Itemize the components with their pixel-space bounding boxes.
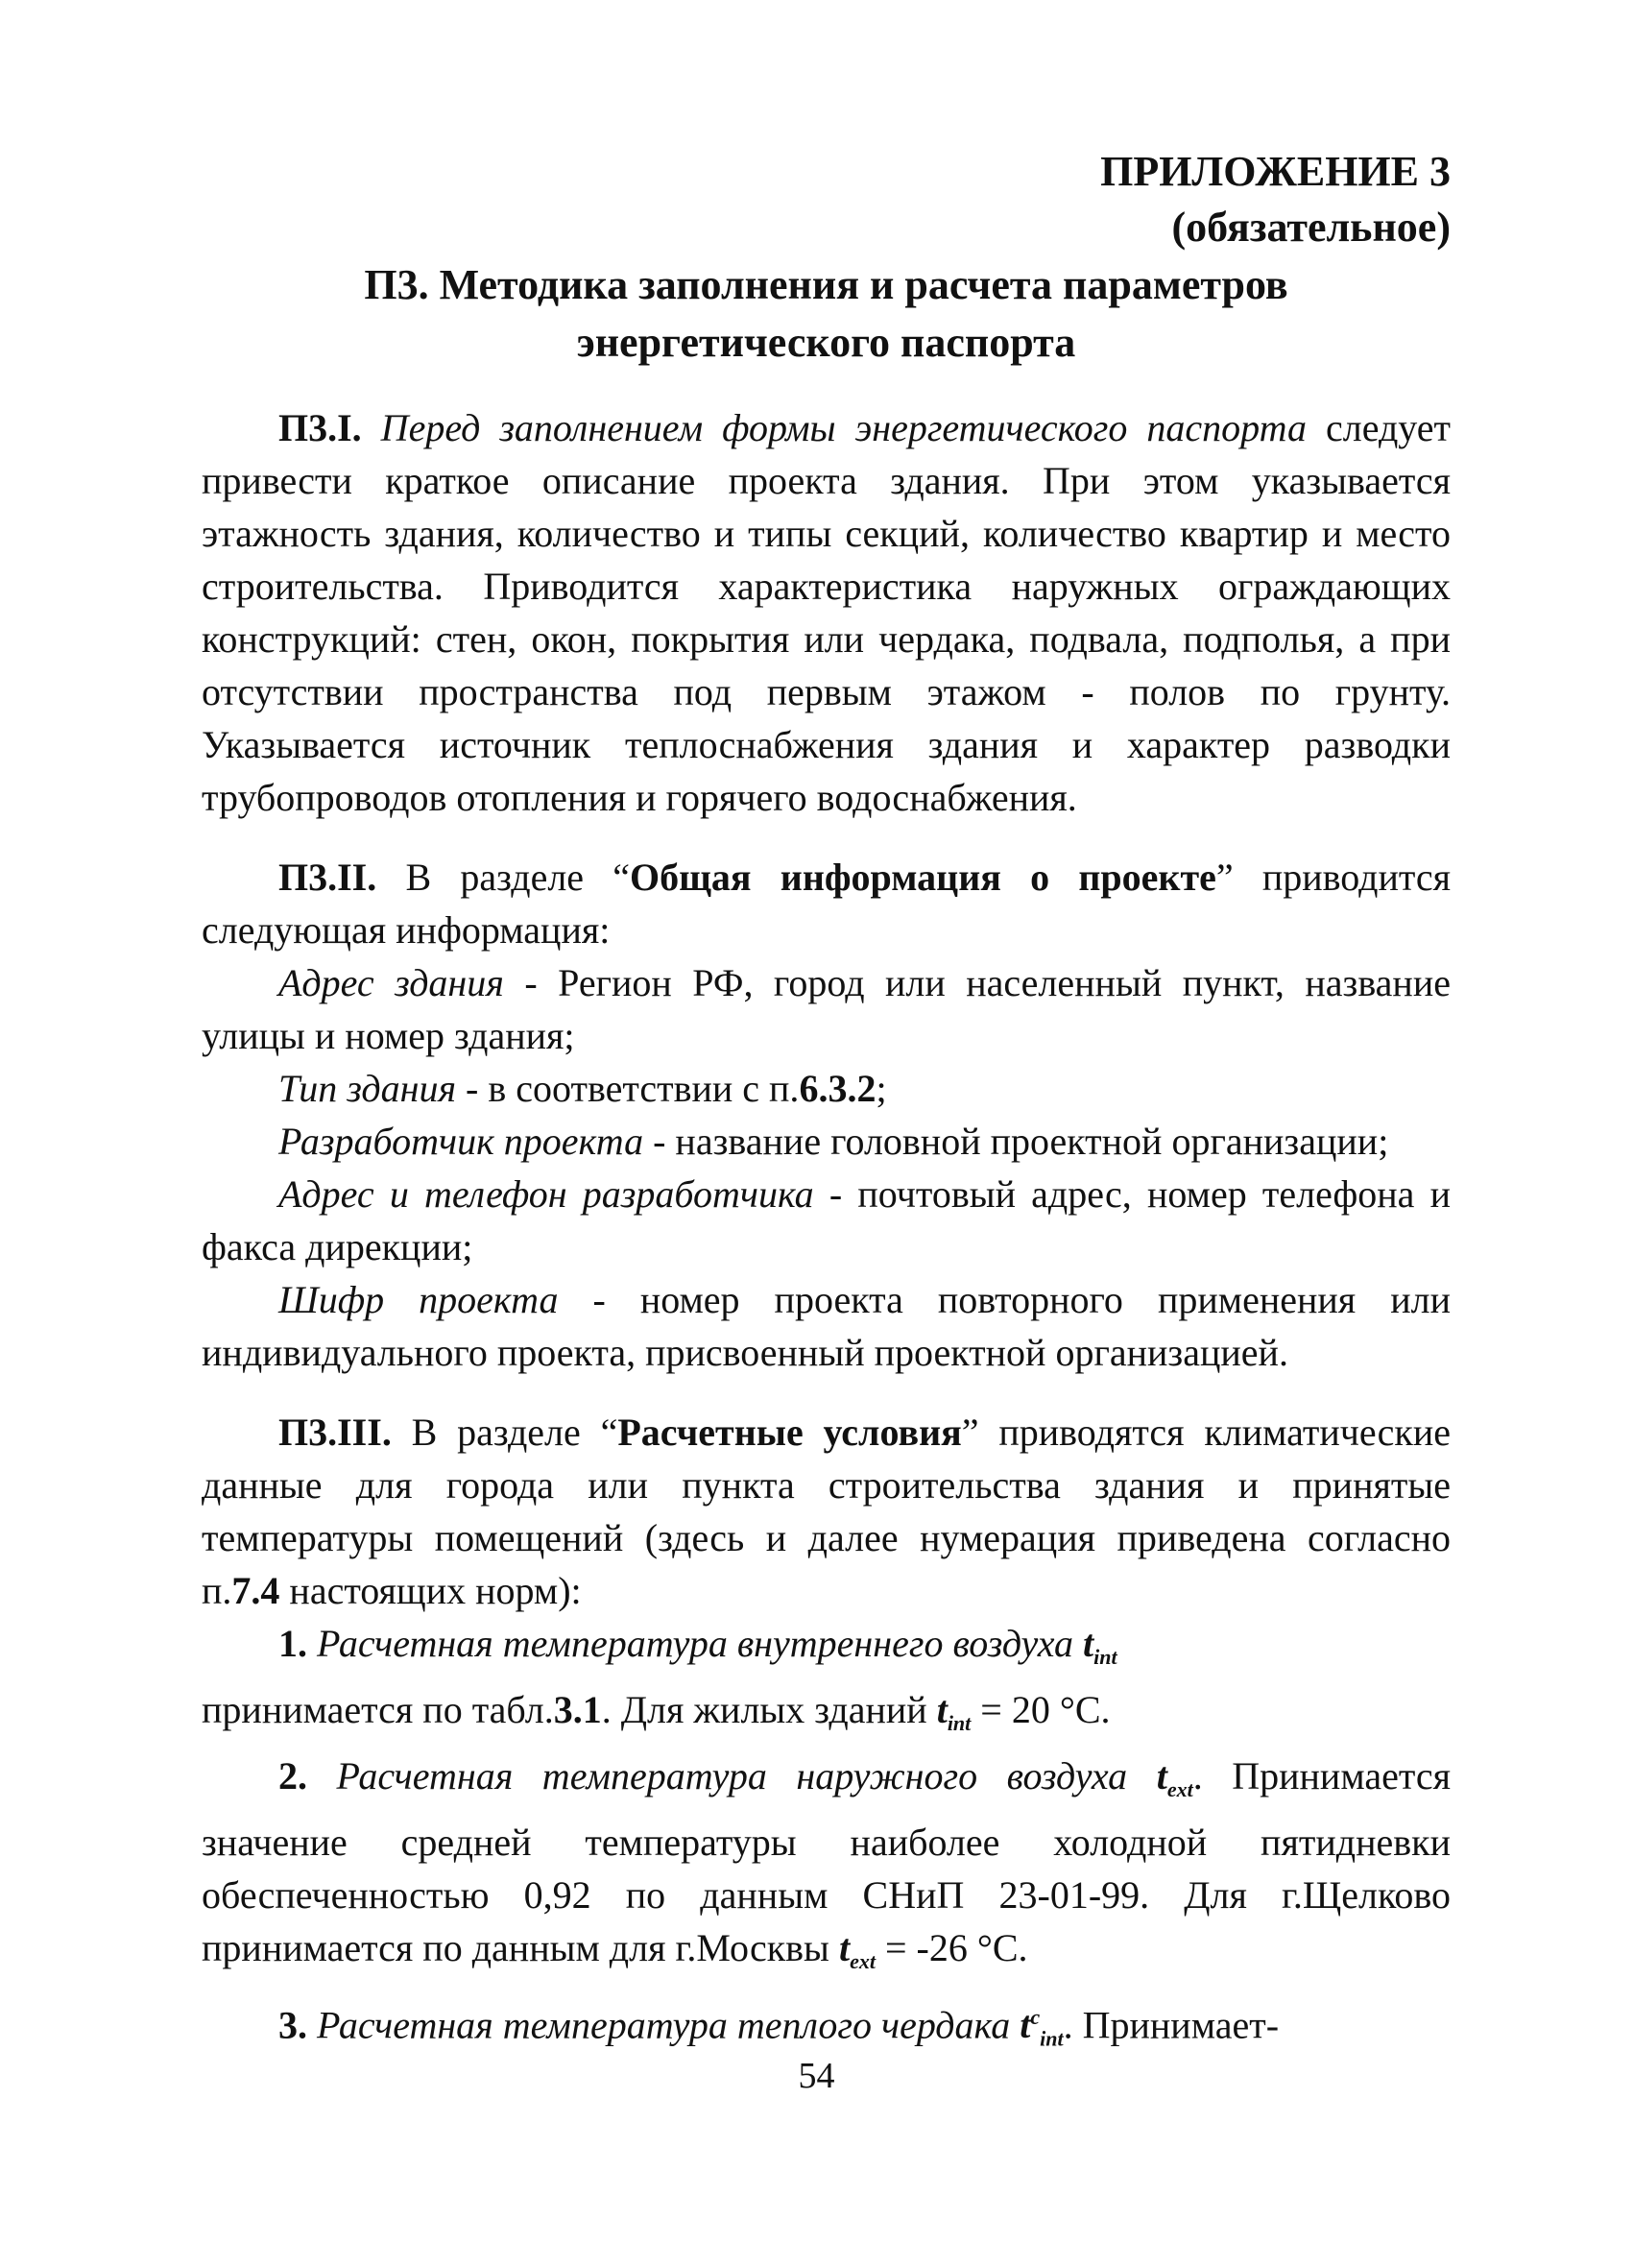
item-text: . Принимает- [1063, 2003, 1280, 2047]
item-title: Расчетная температура внутреннего воздуха [307, 1622, 1084, 1665]
definition-item [202, 1273, 1451, 1379]
paragraph-label: П3.I. [278, 406, 362, 449]
mandatory-label: (обязательное) [1171, 204, 1451, 251]
symbol: t [1083, 1622, 1094, 1665]
definition-term: Адрес здания [278, 961, 504, 1004]
item-text: = -26 °С. [875, 1926, 1028, 1969]
definition-term: Адрес и телефон разработчика [278, 1172, 814, 1216]
definition-term: Тип здания [278, 1067, 457, 1110]
clause-ref: 7.4 [231, 1569, 280, 1612]
item-title: Расчетная температура теплого чердака [307, 2003, 1021, 2047]
symbol: t [1020, 2003, 1031, 2047]
paragraph-text: следует привести краткое описание проекта здания. При этом указывается этажность здания, количество и типы секций, количество квартир и место строительства. Приводится характеристика наружных ограждающих конструкций: стен, окон, покрытия или чердака, подвала, подполья, а при отсутствии пространства под первым этажом - полов по грунту. Указывается источник теплоснабжения здания и характер разводки трубопроводов отопления и горячего водоснабжения. [202, 406, 1451, 819]
definition-text: ; [876, 1067, 887, 1110]
item-text: . Для жилых зданий [601, 1688, 937, 1731]
paragraph-p3-3 [202, 1406, 1451, 1617]
paragraph-label: П3.II. [278, 856, 377, 899]
paragraph-text: настоящих норм): [279, 1569, 582, 1612]
item-number: 2. [278, 1754, 307, 1798]
paragraph-text: В разделе “ [391, 1411, 618, 1454]
symbol-subscript: ext [850, 1949, 876, 1973]
table-ref: 3.1 [553, 1688, 602, 1731]
paragraph-text: ” приводится следующая информация: [202, 856, 1451, 952]
definition-item [202, 1062, 1451, 1115]
item-title: Расчетная температура наружного воздуха [307, 1754, 1157, 1798]
section-name: Расчетные условия [617, 1411, 962, 1454]
definition-item [202, 1168, 1451, 1273]
definition-term: Разработчик проекта [278, 1120, 644, 1163]
definition-text: - почтовый адрес, номер телефона и факса дирекции; [202, 1172, 1451, 1268]
symbol: t [936, 1688, 948, 1731]
paragraph-p3-2 [202, 851, 1451, 956]
symbol-subscript: int [1093, 1645, 1117, 1669]
numbered-item-1 [202, 1617, 1451, 1683]
definition-item [202, 1115, 1451, 1168]
section-name: Общая информация о проекте [630, 856, 1216, 899]
symbol: t [838, 1926, 851, 1969]
appendix-title: ПРИЛОЖЕНИЕ 3 [1100, 148, 1451, 195]
symbol-subscript: int [947, 1711, 972, 1735]
page-number: 54 [798, 2056, 835, 2096]
symbol: t [1156, 1754, 1167, 1798]
section-title-line2: энергетического паспорта [576, 319, 1076, 366]
numbered-item-2 [202, 1749, 1451, 1988]
paragraph-label: П3.III. [278, 1411, 392, 1454]
item-text: = 20 °С. [971, 1688, 1111, 1731]
definition-text: - название головной проектной организации; [643, 1120, 1389, 1163]
paragraph-italic-lead: Перед заполнением формы энергетического паспорта [361, 406, 1307, 449]
paragraph-text: В разделе “ [376, 856, 631, 899]
definition-text: - в соответствии с п. [456, 1067, 800, 1110]
item-text: принимается по табл. [202, 1688, 554, 1731]
paragraph-text: ” приводятся климатические данные для города или пункта строительства здания и принятые температуры помещений (здесь и далее нумерация приведена согласно п. [202, 1411, 1451, 1612]
item-number: 3. [278, 2003, 307, 2047]
definition-item [202, 956, 1451, 1062]
definition-term: Шифр проекта [278, 1278, 559, 1321]
clause-ref: 6.3.2 [799, 1067, 877, 1110]
item-number: 1. [278, 1622, 307, 1665]
section-title-line1: П3. Методика заполнения и расчета параметров [364, 261, 1288, 308]
definition-text: - Регион РФ, город или населенный пункт, название улицы и номер здания; [202, 961, 1451, 1057]
numbered-item-3 [202, 1988, 1451, 2064]
definition-text: - номер проекта повторного применения или индивидуального проекта, присвоенный проектной организацией. [202, 1278, 1451, 1374]
symbol-prime: с [1030, 2005, 1041, 2029]
item-text: . Принимается значение средней температуры наиболее холодной пятидневки обеспеченностью 0,92 по данным СНиП 23-01-99. Для г.Щелково принимается по данным для г.Москвы [202, 1754, 1451, 1969]
paragraph-p3-1 [202, 401, 1451, 824]
symbol-subscript: int [1040, 2026, 1064, 2051]
body-text [202, 401, 1451, 2064]
symbol-subscript: ext [1166, 1777, 1193, 1801]
numbered-item-1-cont [202, 1683, 1451, 1749]
